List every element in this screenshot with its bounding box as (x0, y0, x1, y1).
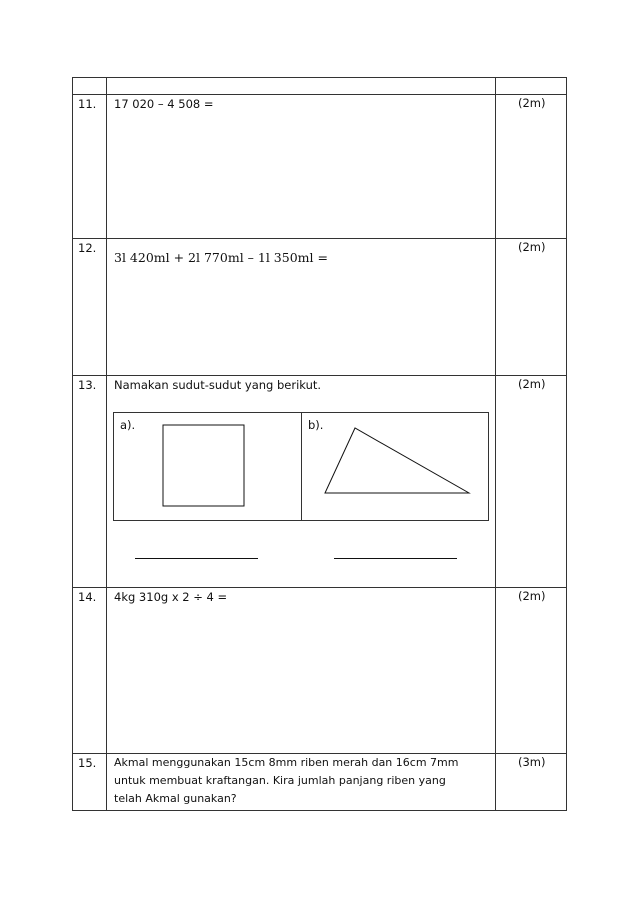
angle-figures-box (113, 412, 489, 521)
answer-line-a[interactable] (135, 558, 258, 559)
question-text-line: Akmal menggunakan 15cm 8mm riben merah dan 16cm 7mm (114, 756, 459, 769)
triangle-figure (325, 428, 469, 493)
question-number: 11. (78, 97, 97, 111)
table-border-top (72, 77, 567, 78)
question-number: 15. (78, 756, 97, 770)
row-divider (72, 587, 567, 588)
question-number: 12. (78, 241, 97, 255)
question-text-line: untuk membuat kraftangan. Kira jumlah panjang riben yang (114, 774, 446, 787)
row-divider (72, 375, 567, 376)
question-text: Namakan sudut-sudut yang berikut. (114, 378, 322, 392)
question-number: 13. (78, 378, 97, 392)
question-table (72, 77, 567, 811)
question-marks: (2m) (518, 96, 546, 110)
table-border-bottom (72, 810, 567, 811)
table-border-right (566, 77, 567, 811)
column-divider-marks (495, 77, 496, 811)
answer-line-b[interactable] (334, 558, 457, 559)
question-marks: (2m) (518, 589, 546, 603)
row-divider (72, 94, 567, 95)
column-divider-number (106, 77, 107, 811)
part-b-label: b). (308, 418, 324, 432)
question-text: 3l 420ml + 2l 770ml – 1l 350ml = (114, 250, 328, 265)
row-divider (72, 238, 567, 239)
part-a-label: a). (120, 418, 136, 432)
question-number: 14. (78, 590, 97, 604)
angle-figures (114, 413, 488, 520)
question-text: 4kg 310g x 2 ÷ 4 = (114, 590, 228, 604)
square-figure (163, 425, 244, 506)
question-text-line: telah Akmal gunakan? (114, 792, 237, 805)
question-marks: (2m) (518, 377, 546, 391)
question-text: 17 020 – 4 508 = (114, 97, 214, 111)
table-border-left (72, 77, 73, 811)
question-marks: (3m) (518, 755, 546, 769)
question-marks: (2m) (518, 240, 546, 254)
row-divider (72, 753, 567, 754)
